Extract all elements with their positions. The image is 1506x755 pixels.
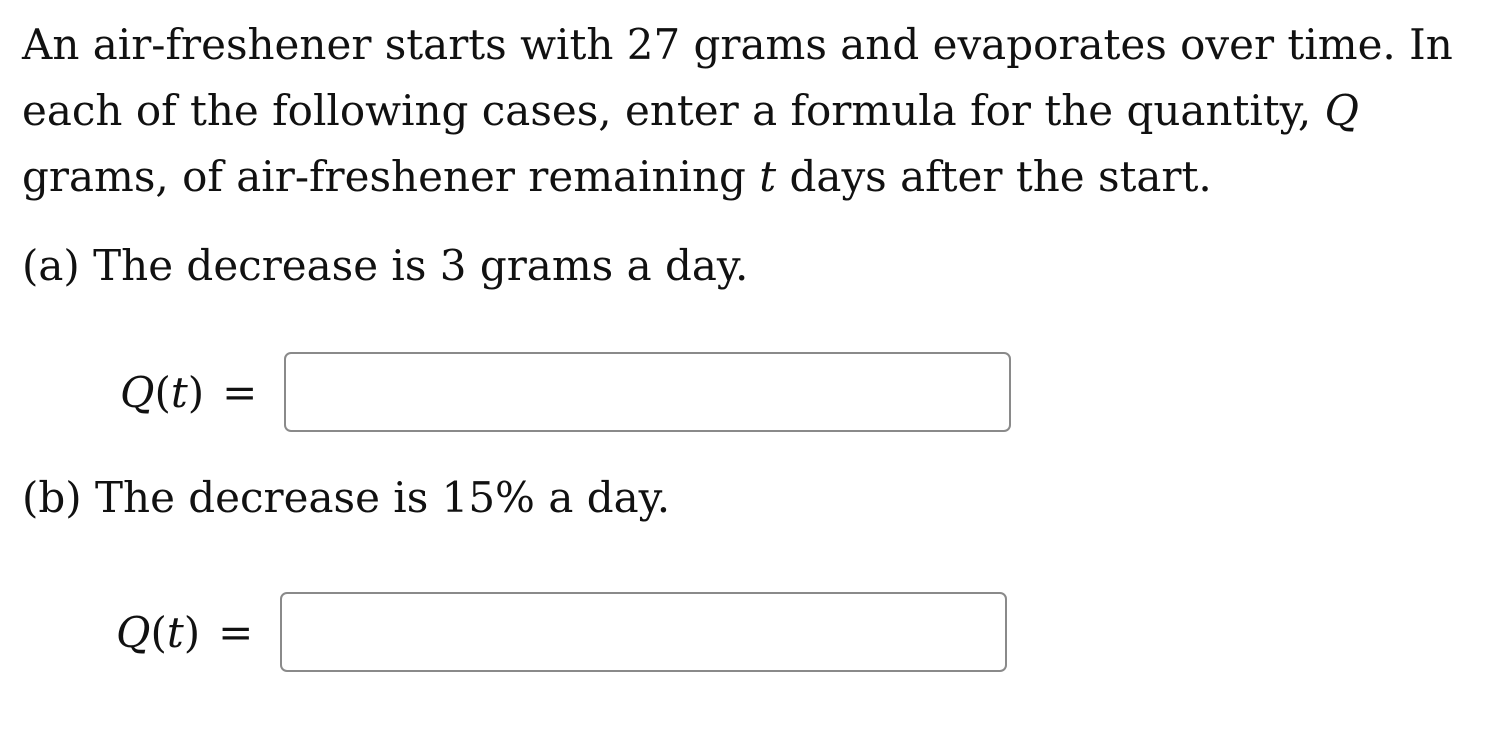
intro-line-3-end: days after the start. bbox=[776, 152, 1212, 201]
intro-line-3 bbox=[22, 144, 1492, 210]
part-a-prompt: (a) The decrease is 3 grams a day. bbox=[22, 241, 749, 290]
part-b-prompt: (b) The decrease is 15% a day. bbox=[22, 473, 671, 522]
part-b-arg: (t) bbox=[150, 607, 201, 657]
part-a-q-var: Q bbox=[120, 367, 155, 417]
intro-line-3-text: grams, of air-freshener remaining bbox=[22, 152, 760, 201]
part-a-equals: = bbox=[222, 367, 258, 417]
time-variable: t bbox=[759, 152, 777, 201]
part-a-arg: (t) bbox=[154, 367, 205, 417]
part-b-t-var: t bbox=[166, 607, 184, 657]
part-b-equals: = bbox=[218, 607, 254, 657]
intro-line-2-text: each of the following cases, enter a formula for the quantity, bbox=[22, 86, 1325, 135]
part-a-t-var: t bbox=[170, 367, 188, 417]
part-b-formula-label bbox=[116, 608, 280, 657]
quantity-variable: Q bbox=[1324, 86, 1359, 135]
part-a-answer-row bbox=[120, 352, 1011, 432]
part-b-answer-row bbox=[116, 592, 1007, 672]
part-a-formula-label bbox=[120, 368, 284, 417]
part-b-answer-input[interactable] bbox=[280, 592, 1007, 672]
problem-statement bbox=[22, 12, 1492, 210]
intro-line-2 bbox=[22, 78, 1492, 144]
part-a-answer-input[interactable] bbox=[284, 352, 1011, 432]
intro-line-1: An air-freshener starts with 27 grams and evaporates over time. In bbox=[22, 20, 1453, 69]
part-b-q-var: Q bbox=[116, 607, 151, 657]
